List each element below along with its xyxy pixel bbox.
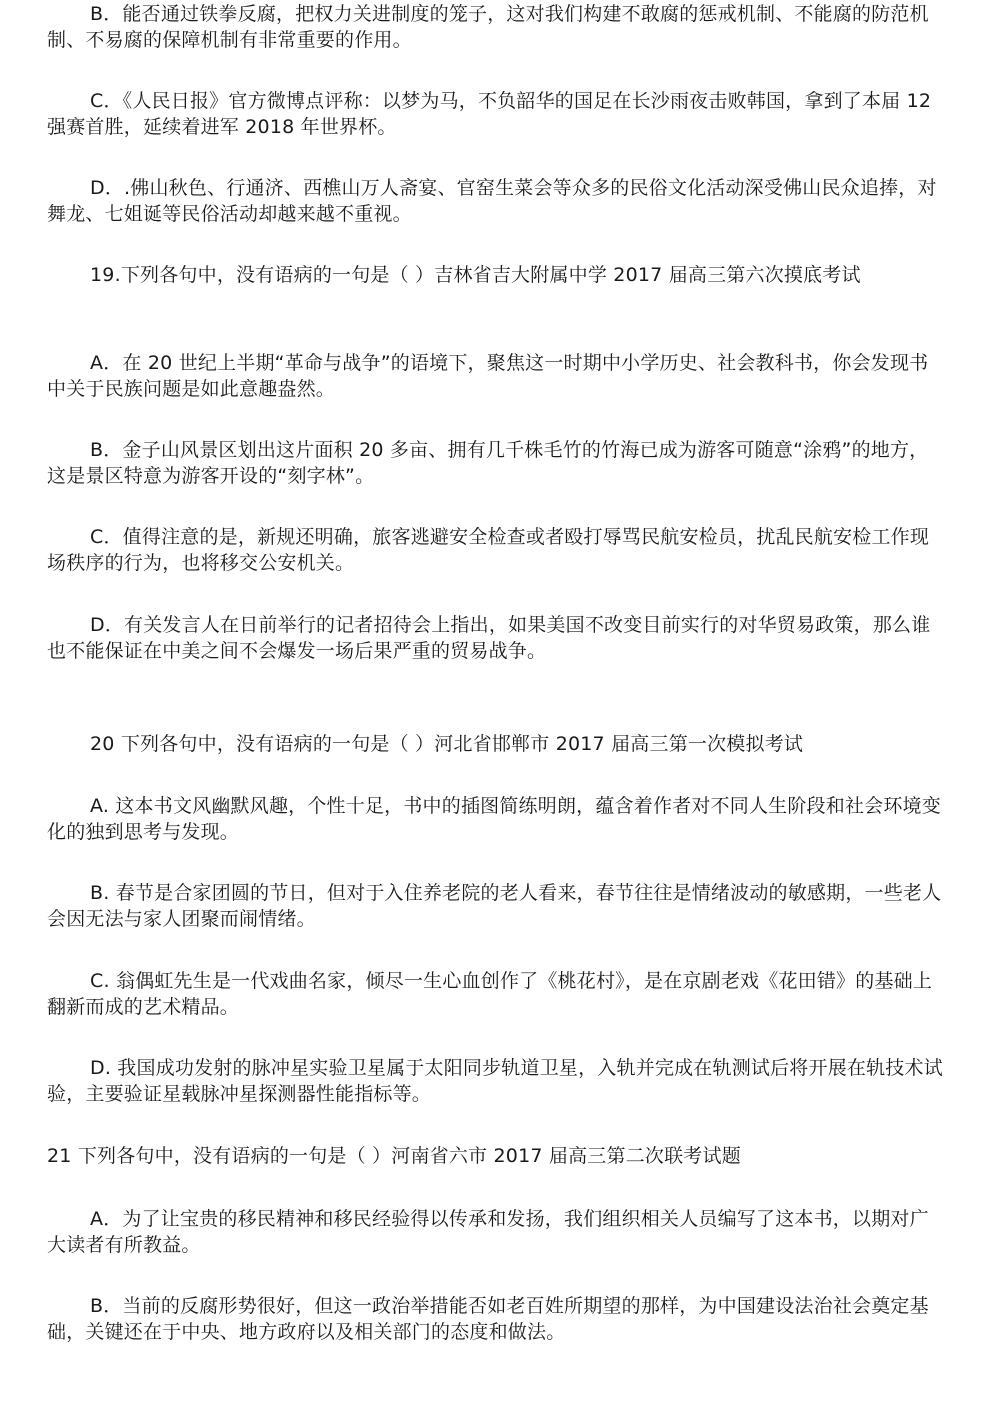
option-c-q18: C．《人民日报》官方微博点评称：以梦为马，不负韶华的国足在长沙雨夜击败韩国，拿到了本届 12 强赛首胜，延续着进军 2018 年世界杯。 — [47, 90, 932, 138]
option-b-q19: B．金子山风景区划出这片面积 20 多亩、拥有几千株毛竹的竹海已成为游客可随意“涂鸦”的地方，这是景区特意为游客开设的“刻字林”。 — [47, 439, 929, 487]
question-20: 20 下列各句中，没有语病的一句是（ ）河北省邯郸市 2017 届高三第一次模拟考试 — [90, 733, 804, 755]
option-d-q19: D．有关发言人在日前举行的记者招待会上指出，如果美国不改变目前实行的对华贸易政策，那么谁也不能保证在中美之间不会爆发一场后果严重的贸易战争。 — [47, 614, 931, 662]
option-a-q19: A．在 20 世纪上半期“革命与战争”的语境下，聚焦这一时期中小学历史、社会教科书，你会发现书中关于民族问题是如此意趣盎然。 — [47, 352, 929, 400]
option-a-q20: A. 这本书文风幽默风趣，个性十足，书中的插图简练明朗，蕴含着作者对不同人生阶段和社会环境变化的独到思考与发现。 — [47, 795, 941, 843]
option-d-q18: D．.佛山秋色、行通济、西樵山万人斋宴、官窑生菜会等众多的民俗文化活动深受佛山民众追捧，对舞龙、七姐诞等民俗活动却越来越不重视。 — [47, 177, 937, 225]
option-c-q19: C．值得注意的是，新规还明确，旅客逃避安全检查或者殴打辱骂民航安检员，扰乱民航安检工作现场秩序的行为，也将移交公安机关。 — [47, 526, 930, 574]
option-a-q21: A．为了让宝贵的移民精神和移民经验得以传承和发扬，我们组织相关人员编写了这本书，以期对广大读者有所教益。 — [47, 1208, 929, 1256]
question-19: 19.下列各句中，没有语病的一句是（ ）吉林省吉大附属中学 2017 届高三第六次摸底考试 — [90, 264, 861, 286]
option-d-q20: D. 我国成功发射的脉冲星实验卫星属于太阳同步轨道卫星，入轨并完成在轨测试后将开展在轨技术试验，主要验证星载脉冲星探测器性能指标等。 — [47, 1057, 943, 1105]
option-b-q20: B. 春节是合家团圆的节日，但对于入住养老院的老人看来，春节往往是情绪波动的敏感期，一些老人会因无法与家人团聚而闹情绪。 — [47, 882, 942, 930]
question-21: 21 下列各句中，没有语病的一句是（ ）河南省六市 2017 届高三第二次联考试题 — [47, 1145, 741, 1167]
option-b-q21: B．当前的反腐形势很好，但这一政治举措能否如老百姓所期望的那样，为中国建设法治社会奠定基础，关键还在于中央、地方政府以及相关部门的态度和做法。 — [47, 1295, 929, 1343]
option-c-q20: C. 翁偶虹先生是一代戏曲名家，倾尽一生心血创作了《桃花村》，是在京剧老戏《花田错》的基础上翻新而成的艺术精品。 — [47, 970, 933, 1018]
option-b-q18: B．能否通过铁拳反腐，把权力关进制度的笼子，这对我们构建不敢腐的惩戒机制、不能腐的防范机制、不易腐的保障机制有非常重要的作用。 — [47, 3, 929, 51]
